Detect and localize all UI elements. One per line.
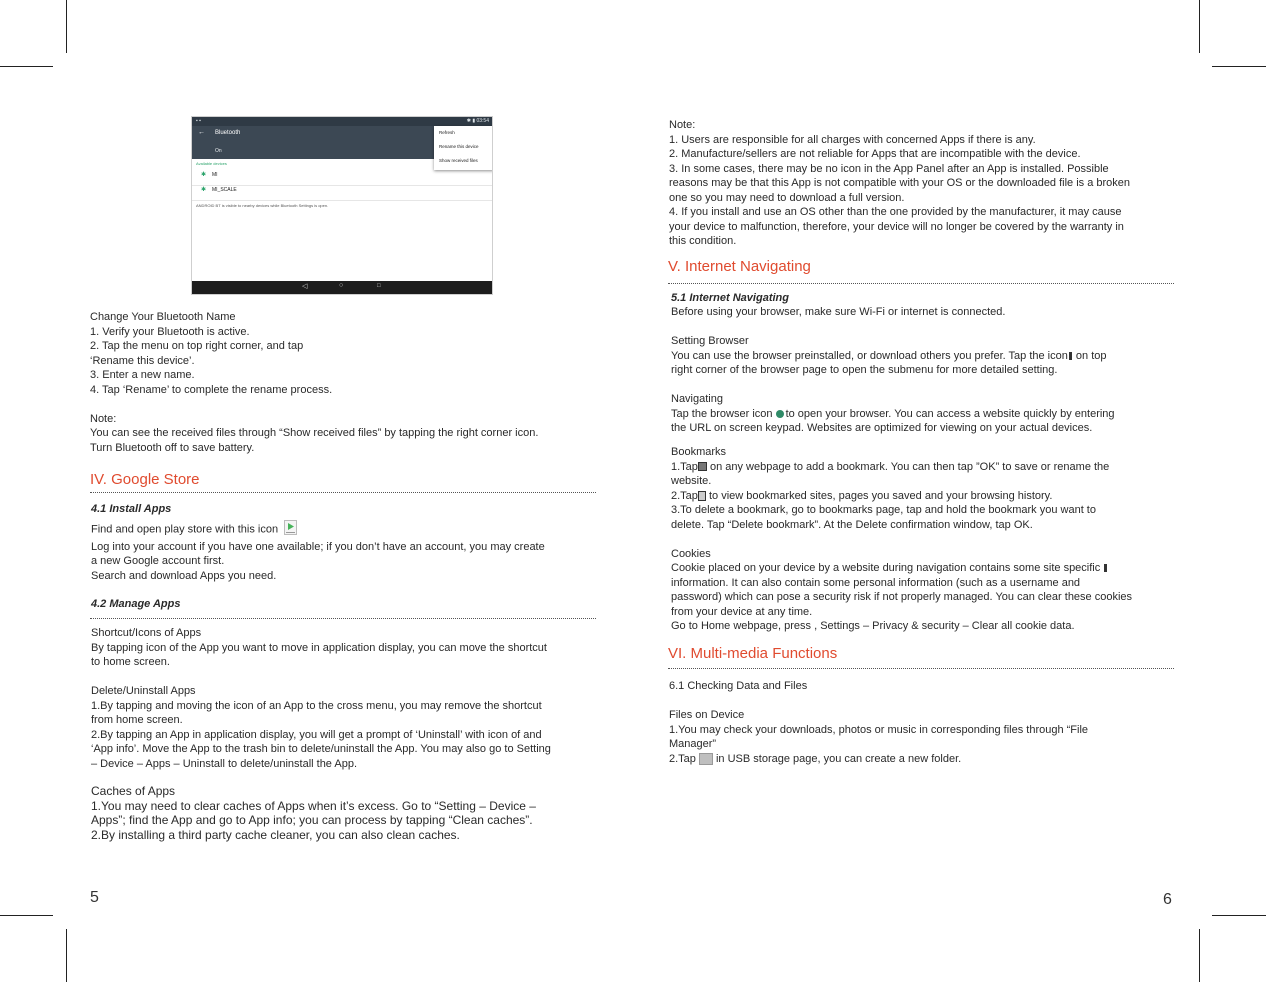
crop-mark	[1199, 0, 1200, 53]
files-line: Manager”	[669, 738, 717, 750]
divider	[90, 492, 596, 493]
rename-step: ‘Rename this device’.	[90, 354, 195, 367]
note-line: You can see the received files through “Show received files” by tapping the right corner icon.	[90, 427, 539, 439]
back-arrow-icon[interactable]: ←	[198, 129, 205, 136]
delete-title: Delete/Uninstall Apps	[91, 685, 196, 697]
shortcut-line: By tapping icon of the App you want to move in application display, you can move the shortcut	[91, 641, 547, 654]
note-line: 2. Manufacture/sellers are not reliable for Apps that are incompatible with the device.	[669, 148, 1081, 160]
note-line: this condition.	[669, 235, 737, 247]
navigating-line: Tap the browser icon	[671, 407, 776, 420]
crop-mark	[1212, 915, 1266, 916]
menu-dots-icon	[1104, 564, 1107, 572]
bookmark-line: 3.To delete a bookmark, go to bookmarks page, tap and hold the bookmark you want to	[671, 504, 1096, 516]
device-name: MI_SCALE	[212, 187, 237, 193]
files-line: in USB storage page, you can create a new folder.	[712, 752, 962, 765]
browser-line: on top	[1072, 349, 1107, 362]
rename-title: Change Your Bluetooth Name	[90, 311, 236, 323]
bookmark-line: delete. Tap “Delete bookmark”. At the Delete confirmation window, tap OK.	[671, 518, 1033, 531]
visibility-note: ANDROID BT is visible to nearby devices while Bluetooth Settings is open.	[196, 203, 329, 208]
note-line: one so you may need to download a full version.	[669, 191, 905, 204]
cookie-line: Cookie placed on your device by a website during navigation contains some site specific	[671, 562, 1101, 574]
multimedia-heading: VI. Multi-media Functions	[668, 645, 838, 662]
status-bar	[192, 117, 492, 126]
play-store-icon	[284, 520, 297, 540]
files-title: Files on Device	[669, 709, 745, 721]
crop-mark	[0, 915, 53, 916]
cache-line: 2.By installing a third party cache cleaner, you can also clean caches.	[91, 827, 460, 842]
crop-mark	[1199, 929, 1200, 982]
note-line: 1. Users are responsible for all charges with concerned Apps if there is any.	[669, 133, 1036, 146]
note-line: your device to malfunction, therefore, your device will no longer be covered by the warranty in	[669, 220, 1124, 233]
crop-mark	[1212, 66, 1266, 67]
bluetooth-toggle-label[interactable]: On	[215, 148, 222, 154]
rename-step: 2. Tap the menu on top right corner, and tap	[90, 340, 304, 352]
bookmarks-list-icon	[698, 491, 706, 501]
nav-back-icon[interactable]: ◁	[302, 283, 308, 290]
cookie-line: password) which can pose a security risk if not properly managed. You can clear these cookies	[671, 591, 1133, 603]
manage-apps-title: 4.2 Manage Apps	[91, 598, 181, 610]
menu-item-show-received[interactable]: Show received files	[439, 158, 478, 163]
rename-step: 1. Verify your Bluetooth is active.	[90, 325, 250, 338]
cache-title: Caches of Apps	[91, 784, 176, 798]
bookmarks-title: Bookmarks	[671, 446, 727, 458]
install-apps-title: 4.1 Install Apps	[91, 503, 172, 515]
bookmark-line: website.	[671, 475, 712, 487]
cookie-line: Go to Home webpage, press , Settings – Privacy & security – Clear all cookie data.	[671, 620, 1075, 632]
bookmark-line: on any webpage to add a bookmark. You can then tap ”OK” to save or rename the	[706, 460, 1110, 473]
note-line: 4. If you install and use an OS other than the one provided by the manufacturer, it may cause	[669, 206, 1122, 218]
delete-line: from home screen.	[91, 714, 183, 726]
install-line: a new Google account first.	[91, 555, 225, 567]
note-line: reasons may be that this App is not compatible with your OS or the downloaded file is a broken	[669, 177, 1131, 189]
menu-item-refresh[interactable]: Refresh	[439, 130, 455, 135]
bluetooth-screenshot	[191, 116, 493, 295]
divider	[90, 618, 596, 619]
install-section	[91, 520, 601, 583]
bluetooth-status-icon: ✱ ▮	[466, 118, 477, 124]
add-bookmark-icon	[698, 462, 707, 471]
screen-title: Bluetooth	[215, 130, 241, 136]
delete-line: 2.By tapping an App in application display, you will get a prompt of ‘Uninstall’ with icon of and	[91, 728, 542, 741]
crop-mark	[0, 66, 53, 67]
menu-dots-icon	[1069, 352, 1072, 360]
cookie-line: from your device at any time.	[671, 605, 813, 618]
navigating-line: the URL on screen keypad. Websites are optimized for viewing on your actual devices.	[671, 422, 1093, 434]
apps-note-section	[669, 118, 1184, 249]
cache-section	[91, 784, 611, 842]
browser-line: right corner of the browser page to open the submenu for more detailed setting.	[671, 364, 1058, 376]
notification-icon: ▪ ▪	[196, 118, 201, 124]
navigating-line: to open your browser. You can access a website quickly by entering	[785, 407, 1115, 420]
rename-section	[90, 310, 600, 455]
divider	[668, 668, 1174, 669]
browser-title: Setting Browser	[671, 335, 749, 347]
shortcut-line: to home screen.	[91, 656, 170, 668]
internet-sub-title: 5.1 Internet Navigating	[671, 292, 789, 304]
shortcut-title: Shortcut/Icons of Apps	[91, 627, 202, 639]
time-text: 03:54	[476, 118, 489, 124]
note-line: 3. In some cases, there may be no icon in the App Panel after an App is installed. Possible	[669, 162, 1109, 175]
files-line: 2.Tap	[669, 752, 696, 765]
crop-mark	[66, 929, 67, 982]
bluetooth-icon: ✱	[201, 187, 207, 193]
browser-line: You can use the browser preinstalled, or download others you prefer. Tap the icon	[671, 349, 1068, 362]
status-time	[467, 117, 489, 126]
checking-data-title: 6.1 Checking Data and Files	[669, 680, 808, 692]
install-line: Search and download Apps you need.	[91, 569, 277, 582]
nav-bar	[192, 281, 492, 294]
menu-item-rename[interactable]: Rename this device	[439, 144, 479, 149]
internet-section	[671, 305, 1186, 436]
bookmarks-section	[671, 445, 1186, 634]
note-line: Note:	[669, 119, 696, 131]
bookmark-line: 2.Tap	[671, 489, 698, 502]
internet-intro: Before using your browser, make sure Wi-Fi or internet is connected.	[671, 306, 1006, 318]
available-devices-label: Available devices	[196, 161, 227, 166]
globe-icon	[776, 410, 784, 418]
install-line: Log into your account if you have one available; if you don’t have an account, you may create	[91, 540, 545, 553]
bluetooth-icon: ✱	[201, 172, 207, 178]
delete-line: ‘App info’. Move the App to the trash bin to delete/uninstall the App. You may also go to Setting	[91, 743, 551, 755]
internet-heading: V. Internet Navigating	[668, 258, 811, 275]
rename-step: 4. Tap ‘Rename’ to complete the rename process.	[90, 383, 333, 396]
page-number-left: 5	[90, 889, 99, 906]
files-section	[669, 679, 1184, 766]
delete-line: – Device – Apps – Uninstall to delete/uninstall the App.	[91, 757, 358, 770]
bookmark-line: to view bookmarked sites, pages you saved and your browsing history.	[705, 489, 1053, 502]
nav-home-icon[interactable]: ○	[339, 282, 344, 289]
overflow-menu	[434, 126, 493, 170]
crop-mark	[66, 0, 67, 53]
google-store-heading: IV. Google Store	[90, 471, 200, 488]
install-line: Find and open play store with this icon	[91, 523, 279, 536]
note-label: Note:	[90, 412, 117, 425]
cookies-title: Cookies	[671, 547, 711, 560]
files-line: 1.You may check your downloads, photos or music in corresponding files through “File	[669, 723, 1089, 736]
rename-step: 3. Enter a new name.	[90, 369, 195, 381]
cache-line: Apps”; find the App and go to App info; you can process by tapping “Clean caches”.	[91, 813, 533, 827]
page-number-right: 6	[1163, 891, 1172, 908]
note-line: Turn Bluetooth off to save battery.	[90, 441, 255, 454]
divider	[668, 283, 1174, 284]
cache-line: 1.You may need to clear caches of Apps when it’s excess. Go to “Setting – Device –	[91, 798, 536, 813]
manage-section	[91, 626, 601, 771]
device-item[interactable]	[192, 182, 492, 201]
delete-line: 1.By tapping and moving the icon of an App to the cross menu, you may remove the shortcut	[91, 699, 542, 712]
bookmark-line: 1.Tap	[671, 460, 698, 473]
cookie-line: information. It can also contain some personal information (such as a username and	[671, 576, 1081, 589]
new-folder-icon	[699, 753, 713, 765]
device-name: MI	[212, 172, 218, 178]
nav-recents-icon[interactable]: □	[377, 283, 381, 289]
navigating-title: Navigating	[671, 393, 723, 405]
